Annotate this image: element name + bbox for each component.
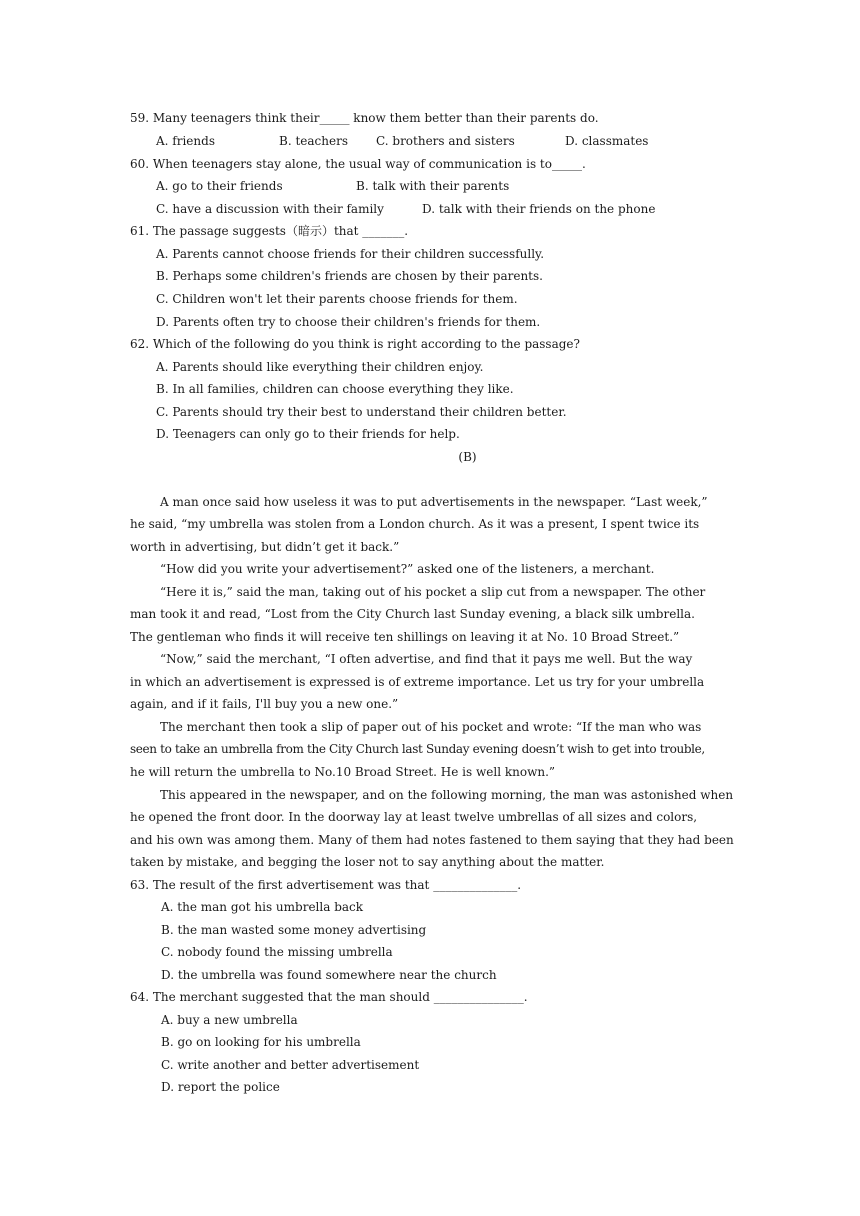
question-64-stem: 64. The merchant suggested that the man should _______________. (130, 990, 528, 1004)
passage-line: worth in advertising, but didn’t get it back.” (130, 540, 400, 554)
passage-line: The merchant then took a slip of paper out of his pocket and wrote: “If the man who was (160, 720, 702, 734)
option-63-a: A. the man got his umbrella back (161, 900, 364, 914)
option-59-c: C. brothers and sisters (376, 134, 515, 148)
option-63-c: C. nobody found the missing umbrella (161, 945, 393, 959)
passage-line: he opened the front door. In the doorway lay at least twelve umbrellas of all sizes and colors, (130, 810, 698, 824)
passage-line: he said, “my umbrella was stolen from a London church. As it was a present, I spent twice its (130, 517, 700, 531)
passage-line: in which an advertisement is expressed is of extreme importance. Let us try for your umbrella (130, 675, 705, 689)
question-62-stem: 62. Which of the following do you think is right according to the passage? (130, 337, 580, 351)
option-59-a: A. friends (156, 134, 215, 148)
passage-line: taken by mistake, and begging the loser not to say anything about the matter. (130, 855, 605, 869)
option-60-a: A. go to their friends (156, 179, 283, 193)
option-60-b: B. talk with their parents (356, 179, 510, 193)
passage-line: and his own was among them. Many of them had notes fastened to them saying that they had been (130, 833, 734, 847)
option-63-d: D. the umbrella was found somewhere near the church (161, 968, 497, 982)
section-b-heading: (B) (458, 450, 477, 464)
option-61-b: B. Perhaps some children's friends are chosen by their parents. (156, 269, 543, 283)
option-61-d: D. Parents often try to choose their children's friends for them. (156, 315, 541, 329)
question-61-stem: 61. The passage suggests（暗示）that _______. (130, 224, 409, 238)
option-59-b: B. teachers (279, 134, 348, 148)
option-64-b: B. go on looking for his umbrella (161, 1035, 361, 1049)
option-64-a: A. buy a new umbrella (161, 1013, 298, 1027)
passage-line: The gentleman who finds it will receive ten shillings on leaving it at No. 10 Broad Street.” (130, 630, 680, 644)
option-61-a: A. Parents cannot choose friends for their children successfully. (156, 247, 545, 261)
passage-line: he will return the umbrella to No.10 Broad Street. He is well known.” (130, 765, 556, 779)
option-62-a: A. Parents should like everything their children enjoy. (156, 360, 484, 374)
option-62-c: C. Parents should try their best to understand their children better. (156, 405, 567, 419)
option-63-b: B. the man wasted some money advertising (161, 923, 427, 937)
question-63-stem: 63. The result of the first advertisement was that ______________. (130, 878, 522, 892)
passage-line: again, and if it fails, I'll buy you a new one.” (130, 697, 399, 711)
option-60-d: D. talk with their friends on the phone (422, 202, 656, 216)
passage-line: This appeared in the newspaper, and on the following morning, the man was astonished when (160, 788, 734, 802)
question-60-stem: 60. When teenagers stay alone, the usual way of communication is to_____. (130, 157, 586, 171)
option-64-d: D. report the police (161, 1080, 280, 1094)
option-62-b: B. In all families, children can choose everything they like. (156, 382, 514, 396)
passage-line: “How did you write your advertisement?” asked one of the listeners, a merchant. (160, 562, 655, 576)
passage-line: man took it and read, “Lost from the City Church last Sunday evening, a black silk umbrella. (130, 607, 695, 621)
option-64-c: C. write another and better advertisement (161, 1058, 420, 1072)
option-60-c: C. have a discussion with their family (156, 202, 384, 216)
passage-line: seen to take an umbrella from the City Church last Sunday evening doesn’t wish to get into trouble, (130, 742, 705, 756)
passage-line: “Now,” said the merchant, “I often advertise, and find that it pays me well. But the way (160, 652, 693, 666)
option-62-d: D. Teenagers can only go to their friends for help. (156, 427, 460, 441)
question-59-stem: 59. Many teenagers think their_____ know them better than their parents do. (130, 111, 599, 125)
option-61-c: C. Children won't let their parents choose friends for them. (156, 292, 518, 306)
passage-line: “Here it is,” said the man, taking out of his pocket a slip cut from a newspaper. The other (160, 585, 706, 599)
option-59-d: D. classmates (565, 134, 649, 148)
passage-line: A man once said how useless it was to put advertisements in the newspaper. “Last week,” (160, 495, 708, 509)
